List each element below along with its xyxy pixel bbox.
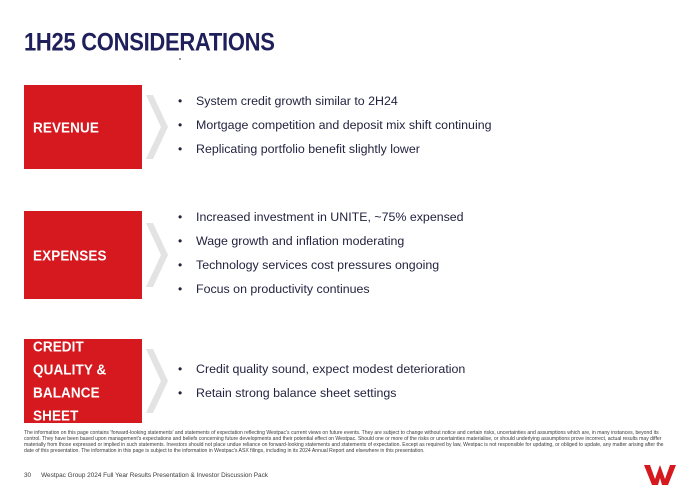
section-expenses-box	[24, 211, 142, 299]
section-label-line: BALANCE SHEET	[33, 384, 100, 424]
section-credit-quality-box	[24, 339, 142, 423]
section-expenses-bullets	[178, 205, 464, 301]
section-label-line: CREDIT QUALITY &	[33, 338, 107, 378]
section-revenue-bullets	[178, 89, 491, 161]
bullet-item: • Increased investment in UNITE, ~75% expensed	[178, 205, 464, 229]
bullet-item: • System credit growth similar to 2H24	[178, 89, 491, 113]
section-revenue-label: REVENUE	[33, 118, 99, 136]
page-title: 1H25 CONSIDERATIONS	[24, 28, 275, 56]
chevron-right-icon	[146, 95, 168, 159]
bullet-item: • Replicating portfolio benefit slightly lower	[178, 137, 491, 161]
bullet-item: • Wage growth and inflation moderating	[178, 229, 464, 253]
decorative-dot	[179, 58, 181, 60]
bullet-item: • Retain strong balance sheet settings	[178, 381, 465, 405]
section-expenses-label: EXPENSES	[33, 246, 107, 264]
section-revenue-box	[24, 85, 142, 169]
disclaimer-text: The information on this page contains 'forward-looking statements' and statements of expectation reflecting Westpac's current views on future events. They are subject to change without notice and certain risks, uncertainties and assumptions which are, in many instances, beyond its control. They have been based upon management's expectations and beliefs concerning future developments and their potential effect on Westpac. Should one or more of the risks or uncertainties materialise, or should underlying assumptions prove incorrect, actual results may differ materially from those expressed or implied in such statements. Investors should not place undue reliance on forward-looking statements and statements of expectation. Except as required by law, Westpac is not responsible for updating, or obliged to update, any matter arising after the date of this presentation. The information in this page is subject to the information in Westpac's ASX filings, including in its 2024 Annual Report and elsewhere in this presentation.	[24, 430, 664, 455]
bullet-item: • Mortgage competition and deposit mix shift continuing	[178, 113, 491, 137]
section-credit-quality-label	[24, 335, 142, 427]
footer	[24, 472, 268, 479]
chevron-right-icon	[146, 223, 168, 287]
bullet-item: • Focus on productivity continues	[178, 277, 464, 301]
bullet-item: • Credit quality sound, expect modest deterioration	[178, 357, 465, 381]
page-number: 30	[24, 472, 32, 479]
footer-text: Westpac Group 2024 Full Year Results Presentation & Investor Discussion Pack	[41, 472, 268, 479]
section-credit-quality-bullets	[178, 357, 465, 405]
chevron-right-icon	[146, 349, 168, 413]
bullet-item: • Technology services cost pressures ongoing	[178, 253, 464, 277]
westpac-logo-icon	[644, 465, 676, 485]
